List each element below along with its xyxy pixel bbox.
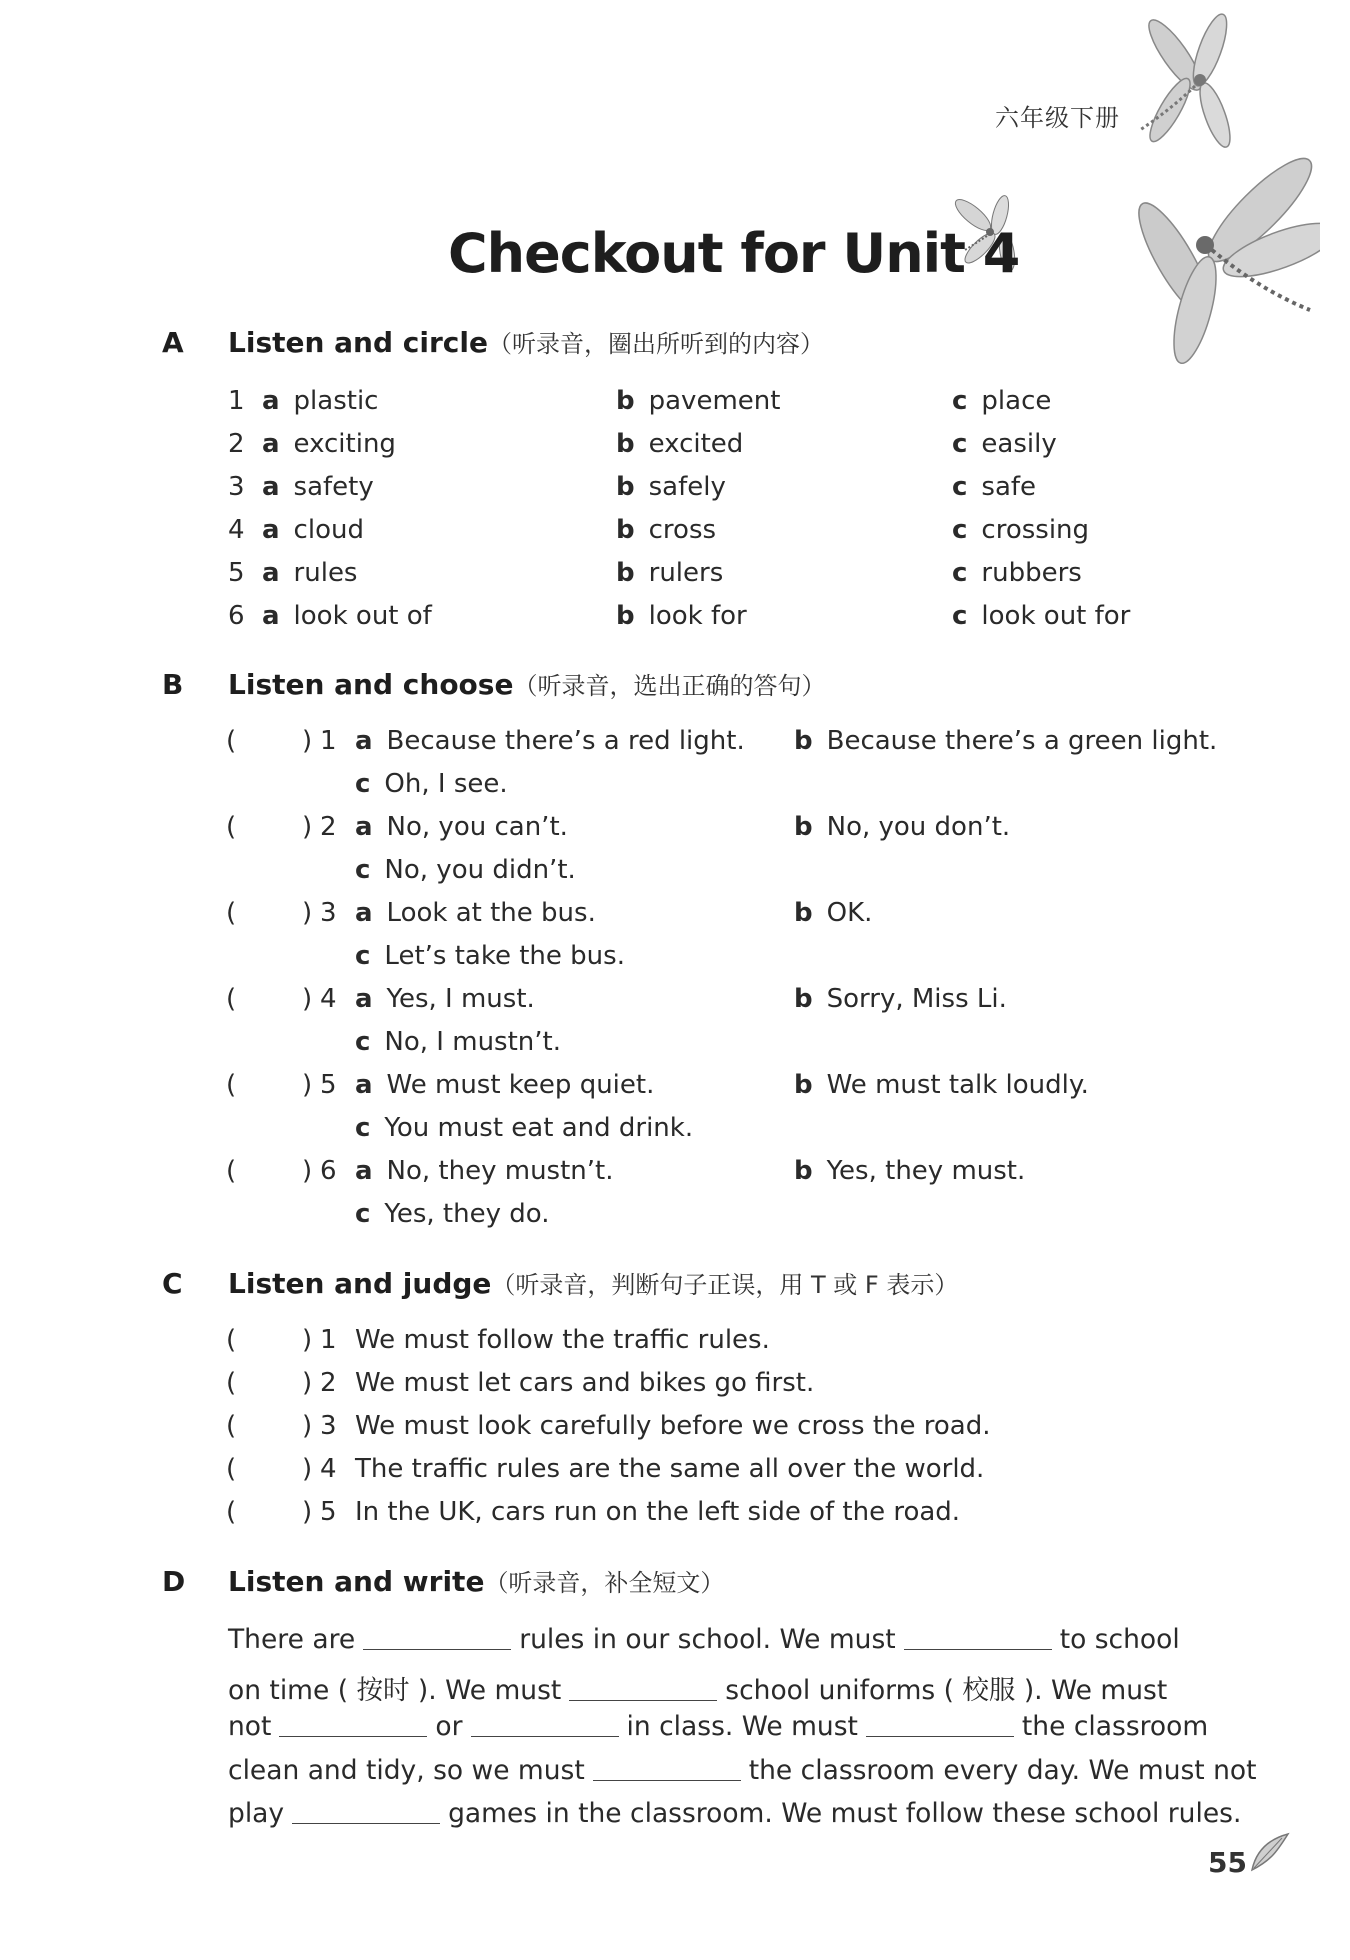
d-blank-input[interactable] <box>471 1712 619 1737</box>
c-statement: We must look carefully before we cross the road. <box>355 1411 991 1441</box>
b-option-a-content-letter: a <box>355 898 373 928</box>
b-option-b-content <box>794 726 1217 756</box>
b-option-c-content-letter: c <box>355 1027 371 1057</box>
b-option-a-content-text: Yes, I must. <box>386 984 535 1014</box>
a-option-a-content-letter: a <box>262 558 280 588</box>
section-c-note: （听录音，判断句子正误，用 T 或 F 表示） <box>491 1271 959 1299</box>
b-option-a[interactable] <box>355 1072 654 1098</box>
b-item-number: 3 <box>320 898 337 928</box>
section-d-letter: D <box>162 1565 186 1598</box>
a-option-a-content <box>262 515 364 545</box>
d-text-segment: There are <box>228 1624 356 1655</box>
d-blank-input[interactable] <box>279 1712 427 1737</box>
b-answer-blank[interactable] <box>240 1072 300 1100</box>
b-paren-open: ( <box>226 1070 237 1100</box>
b-option-c[interactable] <box>355 943 625 969</box>
c-paren-open: ( <box>226 1325 237 1355</box>
a-option-c-content-letter: c <box>952 429 968 459</box>
c-item-number: 3 <box>320 1411 337 1441</box>
c-paren-close: ) <box>302 1411 313 1441</box>
a-option-b[interactable] <box>616 474 726 500</box>
b-option-a-content-letter: a <box>355 1156 373 1186</box>
section-d-title: Listen and write <box>228 1565 485 1598</box>
d-paragraph-line <box>228 1668 1167 1707</box>
d-text-segment: on time ( 按时 ). We must <box>228 1674 562 1706</box>
d-text-segment: the classroom <box>1021 1711 1209 1742</box>
a-option-a[interactable] <box>262 431 396 457</box>
c-paren-close: ) <box>302 1368 313 1398</box>
a-option-a-content <box>262 601 432 631</box>
b-option-a[interactable] <box>355 900 596 926</box>
a-option-c-content-letter: c <box>952 472 968 502</box>
a-option-b[interactable] <box>616 603 747 629</box>
b-answer-blank[interactable] <box>240 1158 300 1186</box>
section-d-heading <box>228 1563 724 1598</box>
a-option-b-content-text: rulers <box>648 558 724 588</box>
a-option-c[interactable] <box>952 603 1130 629</box>
d-blank-input[interactable] <box>593 1756 741 1781</box>
b-option-c-content-letter: c <box>355 941 371 971</box>
b-option-b-content <box>794 984 1007 1014</box>
a-option-a-content-text: safety <box>293 472 374 502</box>
d-text-segment: the classroom every day. We must not <box>748 1754 1257 1786</box>
b-option-c-content-text: Oh, I see. <box>384 769 508 799</box>
a-item-number: 4 <box>228 515 245 545</box>
a-option-b-content-text: pavement <box>648 386 781 416</box>
a-option-b[interactable] <box>616 388 780 414</box>
a-option-b[interactable] <box>616 431 743 457</box>
b-option-c[interactable] <box>355 857 576 883</box>
grade-label: 六年级下册 <box>995 104 1120 132</box>
c-statement: We must follow the traffic rules. <box>355 1325 770 1355</box>
b-option-a-content-letter: a <box>355 984 373 1014</box>
b-option-c-content <box>355 769 508 799</box>
a-option-a-content-letter: a <box>262 472 280 502</box>
b-paren-close: ) <box>302 1070 313 1100</box>
b-option-b-content-letter: b <box>794 984 813 1014</box>
section-b-heading <box>228 666 825 701</box>
d-text-segment: or <box>435 1711 463 1742</box>
b-option-b[interactable] <box>794 1158 1025 1184</box>
b-option-c-content-text: You must eat and drink. <box>384 1113 694 1143</box>
b-paren-close: ) <box>302 1156 313 1186</box>
b-option-c-content <box>355 855 576 885</box>
b-option-b[interactable] <box>794 814 1010 840</box>
section-c-title: Listen and judge <box>228 1267 492 1300</box>
b-option-c[interactable] <box>355 1201 549 1227</box>
d-text-segment: school uniforms ( 校服 ). We must <box>725 1674 1168 1706</box>
a-option-a-content <box>262 429 396 459</box>
b-option-a-content-letter: a <box>355 812 373 842</box>
section-a-letter: A <box>162 326 184 359</box>
b-answer-blank[interactable] <box>240 814 300 842</box>
a-option-c-content-text: easily <box>981 429 1057 459</box>
b-option-b[interactable] <box>794 728 1217 754</box>
b-option-b-content <box>794 1156 1025 1186</box>
a-option-c[interactable] <box>952 388 1051 414</box>
c-paren-close: ) <box>302 1325 313 1355</box>
section-a-title: Listen and circle <box>228 326 488 359</box>
d-text-segment: clean and tidy, so we must <box>228 1754 585 1786</box>
b-option-a-content <box>355 898 596 928</box>
d-blank-input[interactable] <box>363 1625 511 1650</box>
a-option-b-content <box>616 601 747 631</box>
a-option-b-content <box>616 558 723 588</box>
a-option-a-content-letter: a <box>262 429 280 459</box>
b-item-number: 1 <box>320 726 337 756</box>
a-item-number: 2 <box>228 429 245 459</box>
b-option-b-content <box>794 898 872 928</box>
c-statement: In the UK, cars run on the left side of the road. <box>355 1497 961 1527</box>
c-statement: The traffic rules are the same all over the world. <box>355 1454 985 1484</box>
b-paren-close: ) <box>302 726 313 756</box>
a-option-c-content-text: place <box>981 386 1052 416</box>
b-option-c[interactable] <box>355 771 508 797</box>
c-item-number: 5 <box>320 1497 337 1527</box>
a-option-b-content-text: cross <box>648 515 717 545</box>
b-option-b[interactable] <box>794 986 1007 1012</box>
b-option-c-content-letter: c <box>355 1113 371 1143</box>
d-text-segment: games in the classroom. We must follow these school rules. <box>448 1798 1242 1829</box>
b-option-b-content <box>794 1070 1089 1100</box>
b-option-b-content <box>794 812 1010 842</box>
a-option-b-content <box>616 429 743 459</box>
a-option-c[interactable] <box>952 517 1089 543</box>
b-option-b-content-letter: b <box>794 1156 813 1186</box>
a-option-a-content-letter: a <box>262 386 280 416</box>
b-option-c-content <box>355 941 625 971</box>
b-paren-close: ) <box>302 898 313 928</box>
dragonfly-large-right-icon <box>1130 150 1320 370</box>
d-blank-input[interactable] <box>904 1625 1052 1650</box>
b-paren-open: ( <box>226 726 237 756</box>
b-option-a-content-text: No, they mustn’t. <box>386 1156 614 1186</box>
c-paren-open: ( <box>226 1368 237 1398</box>
b-option-a-content-text: We must keep quiet. <box>386 1070 655 1100</box>
a-option-c-content-text: safe <box>981 472 1037 502</box>
d-paragraph-line <box>228 1624 1180 1655</box>
b-option-a-content <box>355 1070 654 1100</box>
section-c-letter: C <box>162 1267 183 1300</box>
b-option-b-content-letter: b <box>794 812 813 842</box>
b-option-c-content <box>355 1027 561 1057</box>
c-answer-blank[interactable] <box>240 1370 300 1398</box>
b-paren-open: ( <box>226 1156 237 1186</box>
a-option-a-content-text: look out of <box>293 601 432 631</box>
b-option-a-content-text: No, you can’t. <box>386 812 568 842</box>
b-option-b-content-letter: b <box>794 898 813 928</box>
b-option-b-content-text: Because there’s a green light. <box>826 726 1218 756</box>
section-a-note: （听录音，圈出所听到的内容） <box>487 330 824 358</box>
a-option-b-content-text: look for <box>648 601 747 631</box>
b-option-a[interactable] <box>355 1158 614 1184</box>
b-paren-open: ( <box>226 898 237 928</box>
a-option-b-content-letter: b <box>616 558 635 588</box>
a-option-c-content-text: look out for <box>981 601 1131 631</box>
b-option-a-content-letter: a <box>355 726 373 756</box>
a-option-a-content-text: exciting <box>293 429 396 459</box>
b-option-a[interactable] <box>355 728 745 754</box>
b-option-a-content <box>355 1156 614 1186</box>
a-option-a[interactable] <box>262 388 378 414</box>
b-option-c-content-text: Let’s take the bus. <box>384 941 625 971</box>
b-option-a-content-text: Look at the bus. <box>386 898 596 928</box>
a-option-c-content <box>952 515 1089 545</box>
b-option-a[interactable] <box>355 814 568 840</box>
a-item-number: 6 <box>228 601 245 631</box>
c-paren-open: ( <box>226 1454 237 1484</box>
c-answer-blank[interactable] <box>240 1413 300 1441</box>
a-option-b-content-letter: b <box>616 515 635 545</box>
c-answer-blank[interactable] <box>240 1456 300 1484</box>
b-option-c-content-text: Yes, they do. <box>384 1199 550 1229</box>
a-option-c-content-letter: c <box>952 601 968 631</box>
d-blank-input[interactable] <box>866 1712 1014 1737</box>
b-option-a-content <box>355 812 568 842</box>
a-option-b-content <box>616 515 716 545</box>
b-option-b-content-text: We must talk loudly. <box>826 1070 1089 1100</box>
section-d-note: （听录音，补全短文） <box>484 1569 725 1597</box>
a-option-c-content-letter: c <box>952 515 968 545</box>
b-item-number: 4 <box>320 984 337 1014</box>
b-item-number: 6 <box>320 1156 337 1186</box>
a-option-c-content-letter: c <box>952 558 968 588</box>
c-paren-open: ( <box>226 1411 237 1441</box>
d-paragraph-line <box>228 1755 1257 1786</box>
section-c-heading <box>228 1265 958 1300</box>
section-a-heading <box>228 324 824 359</box>
b-answer-blank[interactable] <box>240 900 300 928</box>
b-option-b[interactable] <box>794 900 872 926</box>
c-answer-blank[interactable] <box>240 1499 300 1527</box>
c-answer-blank[interactable] <box>240 1327 300 1355</box>
section-b-note: （听录音，选出正确的答句） <box>513 672 826 700</box>
d-text-segment: play <box>228 1798 285 1829</box>
b-option-c-content-text: No, I mustn’t. <box>384 1027 561 1057</box>
a-option-c-content <box>952 558 1082 588</box>
a-option-b-content-text: excited <box>648 429 744 459</box>
page-title: Checkout for Unit 4 <box>448 222 1020 285</box>
d-text-segment: to school <box>1059 1624 1180 1655</box>
b-option-c-content <box>355 1113 693 1143</box>
b-option-c[interactable] <box>355 1115 693 1141</box>
c-item-number: 2 <box>320 1368 337 1398</box>
a-option-c[interactable] <box>952 560 1082 586</box>
b-option-b[interactable] <box>794 1072 1089 1098</box>
section-b-letter: B <box>162 668 184 701</box>
b-item-number: 5 <box>320 1070 337 1100</box>
b-option-a[interactable] <box>355 986 535 1012</box>
a-option-b-content-text: safely <box>648 472 726 502</box>
d-paragraph-line <box>228 1711 1208 1742</box>
d-blank-input[interactable] <box>292 1799 440 1824</box>
a-option-a-content-text: cloud <box>293 515 364 545</box>
a-item-number: 1 <box>228 386 245 416</box>
c-paren-close: ) <box>302 1454 313 1484</box>
a-option-b[interactable] <box>616 560 723 586</box>
a-option-a-content <box>262 558 357 588</box>
b-answer-blank[interactable] <box>240 986 300 1014</box>
b-option-c[interactable] <box>355 1029 561 1055</box>
a-option-b[interactable] <box>616 517 716 543</box>
b-option-a-content-text: Because there’s a red light. <box>386 726 745 756</box>
b-paren-open: ( <box>226 812 237 842</box>
a-option-b-content-letter: b <box>616 601 635 631</box>
b-paren-open: ( <box>226 984 237 1014</box>
a-option-c-content <box>952 386 1051 416</box>
b-option-c-content <box>355 1199 549 1229</box>
a-option-a-content-letter: a <box>262 601 280 631</box>
c-paren-open: ( <box>226 1497 237 1527</box>
b-option-a-content-letter: a <box>355 1070 373 1100</box>
d-text-segment: not <box>228 1711 272 1742</box>
section-b-title: Listen and choose <box>228 668 514 701</box>
c-item-number: 4 <box>320 1454 337 1484</box>
leaf-page-icon <box>1248 1830 1292 1874</box>
b-option-a-content <box>355 726 745 756</box>
d-text-segment: in class. We must <box>626 1711 858 1742</box>
b-option-b-content-text: Yes, they must. <box>826 1156 1026 1186</box>
dragonfly-top-right-icon <box>1120 10 1260 160</box>
a-option-b-content-letter: b <box>616 472 635 502</box>
b-option-b-content-text: No, you don’t. <box>826 812 1011 842</box>
b-item-number: 2 <box>320 812 337 842</box>
a-option-c[interactable] <box>952 431 1057 457</box>
a-option-a-content <box>262 472 374 502</box>
b-option-b-content-text: OK. <box>826 898 873 928</box>
b-answer-blank[interactable] <box>240 728 300 756</box>
a-option-a[interactable] <box>262 517 364 543</box>
b-option-a-content <box>355 984 535 1014</box>
a-option-c-content <box>952 472 1036 502</box>
a-option-a-content <box>262 386 378 416</box>
a-item-number: 5 <box>228 558 245 588</box>
page-number: 55 <box>1208 1846 1247 1879</box>
b-paren-close: ) <box>302 812 313 842</box>
a-option-b-content <box>616 472 726 502</box>
a-item-number: 3 <box>228 472 245 502</box>
a-option-c-content-text: rubbers <box>981 558 1082 588</box>
b-option-b-content-text: Sorry, Miss Li. <box>826 984 1007 1014</box>
a-option-b-content-letter: b <box>616 429 635 459</box>
a-option-c-content <box>952 601 1130 631</box>
a-option-c-content <box>952 429 1057 459</box>
c-paren-close: ) <box>302 1497 313 1527</box>
a-option-a[interactable] <box>262 603 432 629</box>
a-option-a[interactable] <box>262 474 374 500</box>
b-option-c-content-letter: c <box>355 1199 371 1229</box>
c-item-number: 1 <box>320 1325 337 1355</box>
a-option-c-content-text: crossing <box>981 515 1090 545</box>
b-option-b-content-letter: b <box>794 1070 813 1100</box>
b-option-b-content-letter: b <box>794 726 813 756</box>
b-option-c-content-text: No, you didn’t. <box>384 855 576 885</box>
a-option-a-content-letter: a <box>262 515 280 545</box>
b-paren-close: ) <box>302 984 313 1014</box>
a-option-c-content-letter: c <box>952 386 968 416</box>
d-text-segment: rules in our school. We must <box>519 1624 896 1655</box>
b-option-c-content-letter: c <box>355 855 371 885</box>
c-statement: We must let cars and bikes go first. <box>355 1368 815 1398</box>
d-blank-input[interactable] <box>569 1676 717 1701</box>
a-option-b-content <box>616 386 780 416</box>
a-option-a[interactable] <box>262 560 357 586</box>
a-option-a-content-text: plastic <box>293 386 379 416</box>
a-option-b-content-letter: b <box>616 386 635 416</box>
a-option-c[interactable] <box>952 474 1036 500</box>
a-option-a-content-text: rules <box>293 558 358 588</box>
d-paragraph-line <box>228 1798 1241 1829</box>
b-option-c-content-letter: c <box>355 769 371 799</box>
